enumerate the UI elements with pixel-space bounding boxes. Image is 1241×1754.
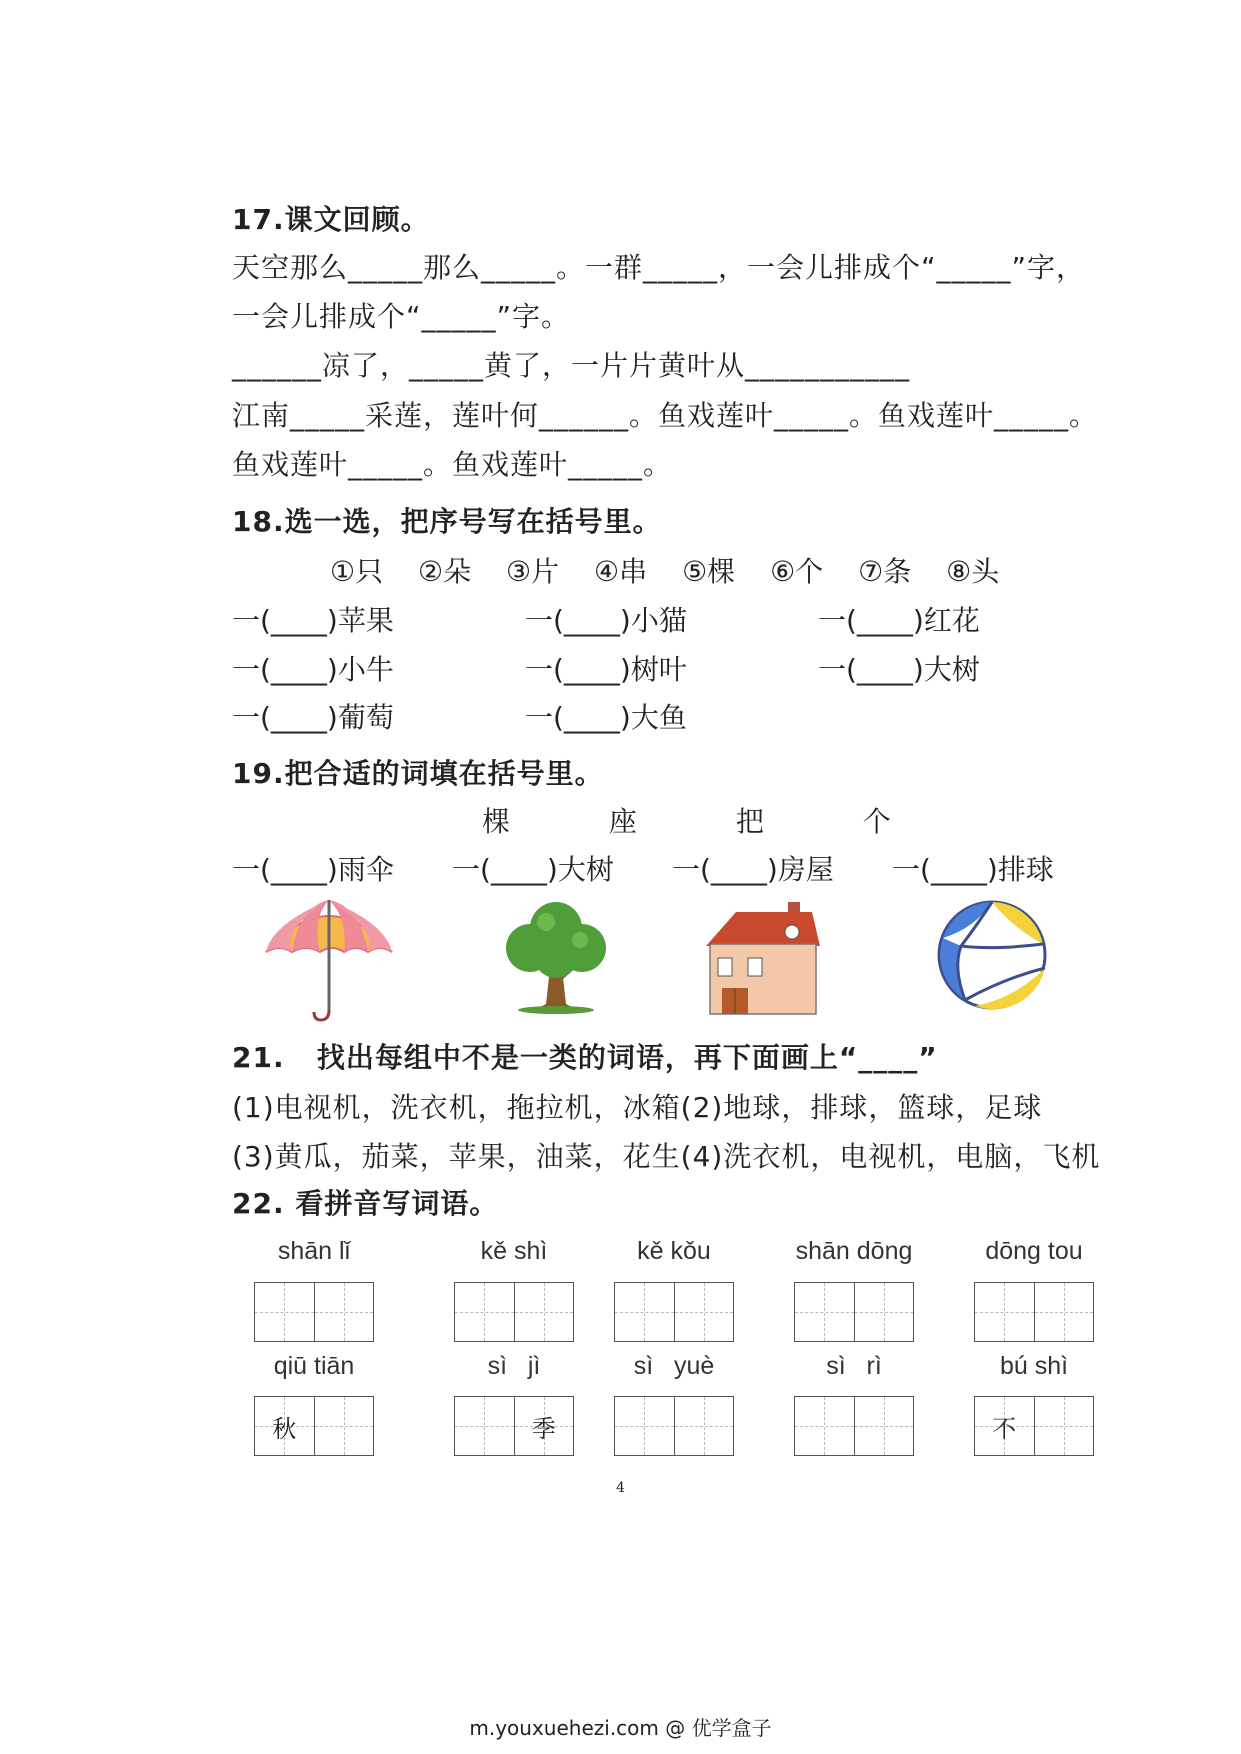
writing-grid-qiu-tian[interactable] [254,1396,374,1456]
grid-cell[interactable] [255,1283,315,1341]
option-6: ⑥个 [770,555,824,588]
q19-item-tree: 一(____)大树 [452,853,614,886]
choice-ke: 棵 [482,805,511,838]
q19-title: 19.把合适的词填在括号里。 [232,757,604,790]
q18-title: 18.选一选，把序号写在括号里。 [232,505,662,538]
pinyin-qiu-tian: qiū tiān [273,1352,355,1380]
pinyin-si-ri: sì rì [826,1352,882,1380]
option-3: ③片 [506,555,560,588]
q21-title: 21. 找出每组中不是一类的词语，再下面画上“____” [232,1041,938,1074]
pinyin-bu-shi: bú shì [999,1352,1069,1380]
footer-watermark: m.youxuehezi.com @ 优学盒子 [469,1716,772,1740]
grid-cell[interactable] [1035,1283,1094,1341]
choice-ba: 把 [735,805,764,838]
grid-cell[interactable] [315,1283,374,1341]
grid-cell[interactable] [675,1283,734,1341]
writing-grid-bu-shi[interactable] [974,1396,1094,1456]
tree-icon [496,898,616,1016]
option-8: ⑧头 [946,555,1000,588]
writing-grid-si-yue[interactable] [614,1396,734,1456]
grid-cell[interactable] [455,1397,515,1455]
q19-item-volleyball: 一(____)排球 [892,853,1054,886]
grid-cell[interactable] [615,1397,675,1455]
umbrella-icon [262,898,397,1023]
house-icon [700,898,825,1018]
q18-item-apple: 一(____)苹果 [232,604,394,637]
grid-cell[interactable]: 季 [515,1397,574,1455]
grid-cell[interactable] [855,1283,914,1341]
grid-cell[interactable]: 秋 [255,1397,315,1455]
grid-cell[interactable] [975,1283,1035,1341]
pinyin-si-yue: sì yuè [633,1352,715,1380]
grid-cell[interactable] [1035,1397,1094,1455]
q17-line-1: 天空那么_____那么_____。一群_____，一会儿排成个“_____”字， [232,251,1086,284]
q21-line-2: (3)黄瓜，茄菜，苹果，油菜，花生(4)洗衣机，电视机，电脑，飞机 [232,1140,1101,1173]
q18-item-kitten: 一(____)小猫 [525,604,687,637]
q19-item-umbrella: 一(____)雨伞 [232,853,394,886]
pinyin-shan-li: shān lǐ [277,1237,351,1265]
pinyin-ke-shi: kě shì [480,1237,548,1265]
grid-cell[interactable] [315,1397,374,1455]
grid-cell[interactable] [795,1283,855,1341]
grid-cell[interactable] [515,1283,574,1341]
option-2: ②朵 [418,555,472,588]
q18-item-red-flower: 一(____)红花 [818,604,980,637]
option-7: ⑦条 [858,555,912,588]
writing-grid-si-ji[interactable] [454,1396,574,1456]
writing-grid-dong-tou[interactable] [974,1282,1094,1342]
q22-title: 22. 看拼音写词语。 [232,1187,499,1220]
grid-cell[interactable]: 不 [975,1397,1035,1455]
q18-item-calf: 一(____)小牛 [232,653,394,686]
option-1: ①只 [330,555,384,588]
volleyball-icon [935,898,1050,1013]
writing-grid-shan-li[interactable] [254,1282,374,1342]
grid-cell[interactable] [855,1397,914,1455]
q18-options [330,552,1025,592]
pinyin-dong-tou: dōng tou [985,1237,1083,1265]
choice-zuo: 座 [608,805,637,838]
q18-item-big-fish: 一(____)大鱼 [525,701,687,734]
pinyin-ke-kou: kě kǒu [637,1237,711,1265]
page-number: 4 [616,1480,625,1496]
grid-cell[interactable] [675,1397,734,1455]
q17-line-4: 江南_____采莲，莲叶何______。鱼戏莲叶_____。鱼戏莲叶_____。 [232,399,1099,432]
writing-grid-ke-shi[interactable] [454,1282,574,1342]
q19-item-house: 一(____)房屋 [672,853,834,886]
writing-grid-ke-kou[interactable] [614,1282,734,1342]
q19-choices [482,802,981,842]
q17-line-3: ______凉了，_____黄了，一片片黄叶从___________ [232,349,911,382]
choice-ge: 个 [862,805,891,838]
q17-title: 17.课文回顾。 [232,203,430,236]
writing-grid-shan-dong[interactable] [794,1282,914,1342]
q18-item-grape: 一(____)葡萄 [232,701,394,734]
pinyin-si-ji: sì jì [487,1352,541,1380]
writing-grid-si-ri[interactable] [794,1396,914,1456]
pinyin-shan-dong: shān dōng [795,1237,913,1265]
q18-item-big-tree: 一(____)大树 [818,653,980,686]
grid-cell[interactable] [455,1283,515,1341]
option-4: ④串 [594,555,648,588]
grid-cell[interactable] [615,1283,675,1341]
grid-cell[interactable] [795,1397,855,1455]
q18-item-leaf: 一(____)树叶 [525,653,687,686]
q21-line-1: (1)电视机，洗衣机，拖拉机，冰箱(2)地球，排球，篮球，足球 [232,1091,1043,1124]
q17-line-2: 一会儿排成个“_____”字。 [232,300,571,333]
option-5: ⑤棵 [682,555,736,588]
q17-line-5: 鱼戏莲叶_____。鱼戏莲叶_____。 [232,448,673,481]
